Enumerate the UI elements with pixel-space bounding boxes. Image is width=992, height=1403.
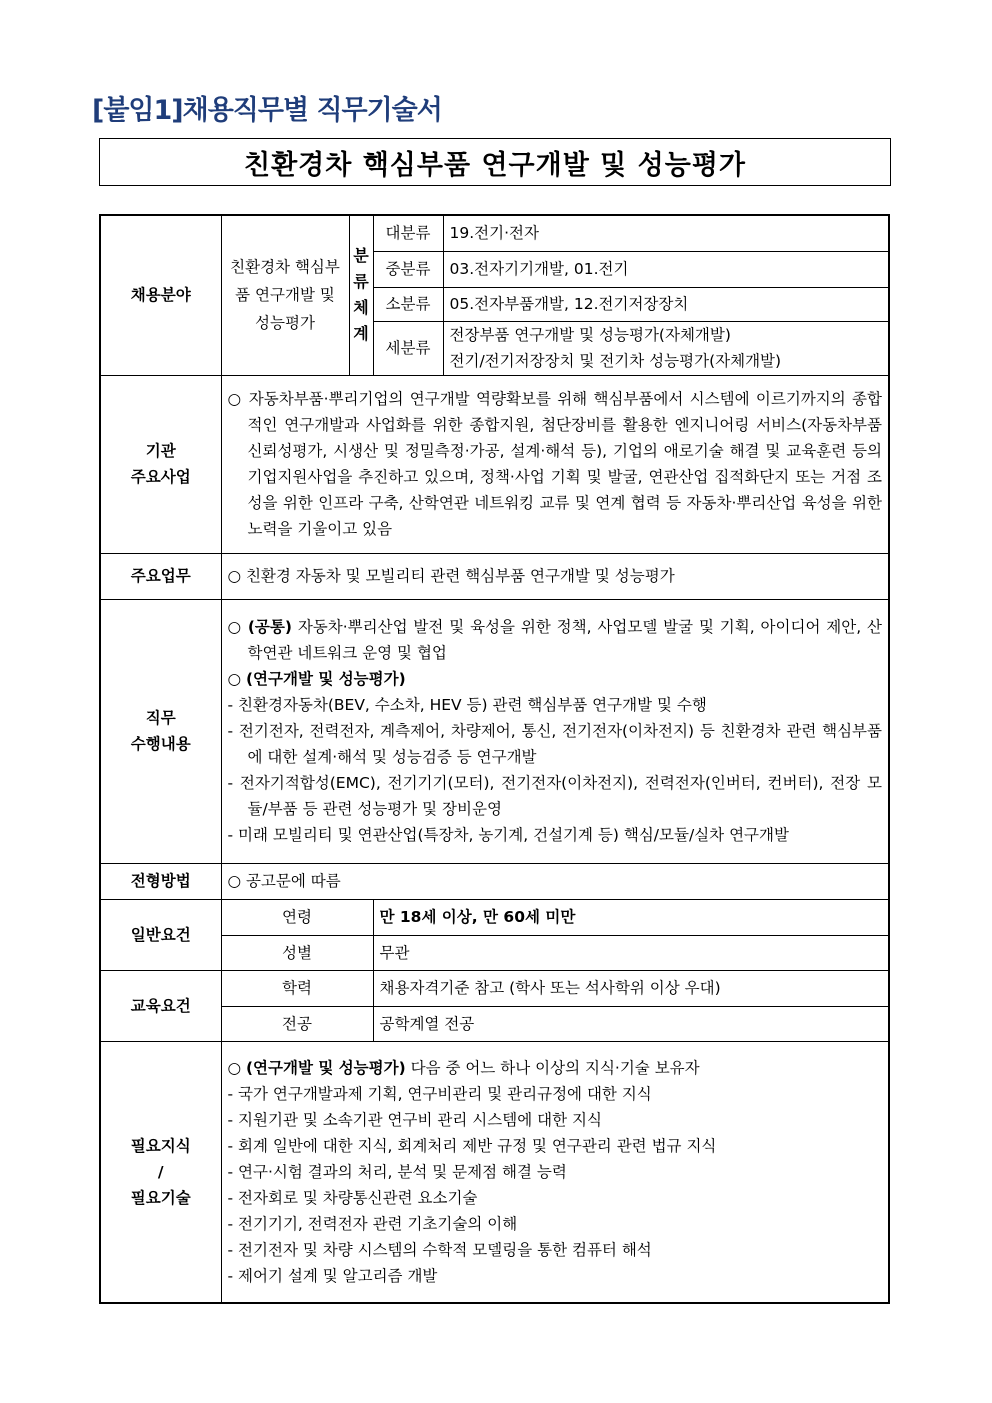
knowledge-item: - 전기전자 및 차량 시스템의 수학적 모델링을 통한 컴퓨터 해석 [227,1240,652,1259]
duties-label-line1: 직무 [145,709,176,727]
main-task-label: 주요업무 [100,553,221,599]
knowledge-item: - 전기기기, 전력전자 관련 기초기술의 이해 [227,1214,518,1233]
degree-label: 학력 [221,970,373,1006]
age-value: 만 18세 이상, 만 60세 미만 [373,899,889,935]
gender-label: 성별 [221,935,373,970]
duties-rd-heading-text: (연구개발 및 성능평가) [245,670,406,688]
knowledge-intro-text: 다음 중 어느 하나 이상의 지식·기술 보유자 [405,1058,700,1077]
duties-label [100,599,221,863]
duties-item: - 전기전자, 전력전자, 계측제어, 차량제어, 통신, 전기전자(이차전지) 등 친환경차 관련 핵심부품에 대한 설계·해석 및 성능검증 등 연구개발 [227,722,883,766]
selection-label: 전형방법 [100,863,221,899]
job-title: 친환경차 핵심부품 연구개발 및 성능평가 [99,138,891,186]
business-row [100,375,889,553]
duties-row [100,599,889,863]
knowledge-label-line2: / [157,1162,164,1181]
business-label-line1: 기관 [145,442,176,460]
class-detail-value-1: 전장부품 연구개발 및 성능평가(자체개발) [449,326,731,344]
recruit-field: 친환경차 핵심부품 연구개발 및 성능평가 [221,215,349,375]
duties-common-heading: (공통) [247,618,292,636]
education-row-1 [100,970,889,1006]
knowledge-intro: ○ (연구개발 및 성능평가) 다음 중 어느 하나 이상의 지식·기술 보유자 [227,1058,700,1077]
education-label: 교육요건 [100,970,221,1041]
gender-value: 무관 [373,935,889,970]
knowledge-item: - 회계 일반에 대한 지식, 회계처리 제반 규정 및 연구관리 관련 법규 지식 [227,1136,717,1155]
classification-label: 분류체계 [349,215,373,375]
duties-text [221,599,889,863]
recruit-row-1 [100,215,889,251]
knowledge-text [221,1041,889,1303]
class-major-label: 대분류 [373,215,443,251]
class-middle-value: 03.전자기기개발, 01.전기 [443,251,889,287]
degree-value: 채용자격기준 참고 (학사 또는 석사학위 이상 우대) [373,970,889,1006]
business-label [100,375,221,553]
job-description-table [99,214,890,1304]
duties-common-text: 자동차·뿌리산업 발전 및 육성을 위한 정책, 사업모델 발굴 및 기획, 아이디어 제안, 산학연관 네트워크 운영 및 협업 [247,618,883,662]
class-middle-label: 중분류 [373,251,443,287]
knowledge-item: - 지원기관 및 소속기관 연구비 관리 시스템에 대한 지식 [227,1110,602,1129]
knowledge-label-line1: 필요지식 [130,1136,191,1155]
general-label: 일반요건 [100,899,221,970]
main-task-row [100,553,889,599]
class-detail-label: 세분류 [373,321,443,375]
class-minor-label: 소분류 [373,287,443,321]
knowledge-label-line3: 필요기술 [130,1188,191,1207]
duties-common: ○ (공통) 자동차·뿌리산업 발전 및 육성을 위한 정책, 사업모델 발굴 및 기획, 아이디어 제안, 산학연관 네트워크 운영 및 협업 [227,618,883,662]
business-label-line2: 주요사업 [130,468,191,486]
knowledge-item: - 전자회로 및 차량통신관련 요소기술 [227,1188,478,1207]
knowledge-row [100,1041,889,1303]
selection-text: ○ 공고문에 따름 [221,863,889,899]
duties-item: - 전자기적합성(EMC), 전기기기(모터), 전기전자(이차전지), 전력전자(인버터, 컨버터), 전장 모듈/부품 등 관련 성능평가 및 장비운영 [227,774,883,818]
knowledge-intro-heading: (연구개발 및 성능평가) [245,1058,406,1077]
knowledge-label [100,1041,221,1303]
main-task-text: ○ 친환경 자동차 및 모빌리티 관련 핵심부품 연구개발 및 성능평가 [221,553,889,599]
business-text [221,375,889,553]
business-paragraph: ○ 자동차부품·뿌리기업의 연구개발 역량확보를 위해 핵심부품에서 시스템에 이르기까지의 종합적인 연구개발과 사업화를 위한 종합지원, 첨단장비를 활용한 엔지니어링 서비스(자동차부품 신뢰성평가, 시생산 및 정밀측정·가공, 설계·해석 등), 기업의 애로기술 해결 및 교육훈련 등의 기업지원사업을 추진하고 있으며, 정책·사업 기획 및 발굴, 연관산업 집적화단지 또는 거점 조성을 위한 인프라 구축, 산학연관 네트워킹 교류 및 연계 협력 등 자동차·뿌리산업 육성을 위한 노력을 기울이고 있음 [227,390,883,538]
duties-item: - 친환경자동차(BEV, 수소차, HEV 등) 관련 핵심부품 연구개발 및 수행 [227,696,707,714]
class-minor-value: 05.전자부품개발, 12.전기저장장치 [443,287,889,321]
document-heading: [붙임1]채용직무별 직무기술서 [92,95,442,126]
knowledge-item: - 제어기 설계 및 알고리즘 개발 [227,1266,438,1285]
knowledge-item: - 국가 연구개발과제 기획, 연구비관리 및 관리규정에 대한 지식 [227,1084,652,1103]
class-detail-value [443,321,889,375]
general-row-1 [100,899,889,935]
knowledge-item: - 연구·시험 결과의 처리, 분석 및 문제점 해결 능력 [227,1162,567,1181]
class-major-value: 19.전기·전자 [443,215,889,251]
duties-rd-heading: ○ (연구개발 및 성능평가) [227,670,406,688]
selection-row [100,863,889,899]
major-value: 공학계열 전공 [373,1006,889,1041]
class-detail-value-2: 전기/전기저장장치 및 전기차 성능평가(자체개발) [449,352,782,370]
age-label: 연령 [221,899,373,935]
duties-item: - 미래 모빌리티 및 연관산업(특장차, 농기계, 건설기계 등) 핵심/모듈/실차 연구개발 [227,826,789,844]
duties-label-line2: 수행내용 [130,735,191,753]
major-label: 전공 [221,1006,373,1041]
recruit-label: 채용분야 [100,215,221,375]
